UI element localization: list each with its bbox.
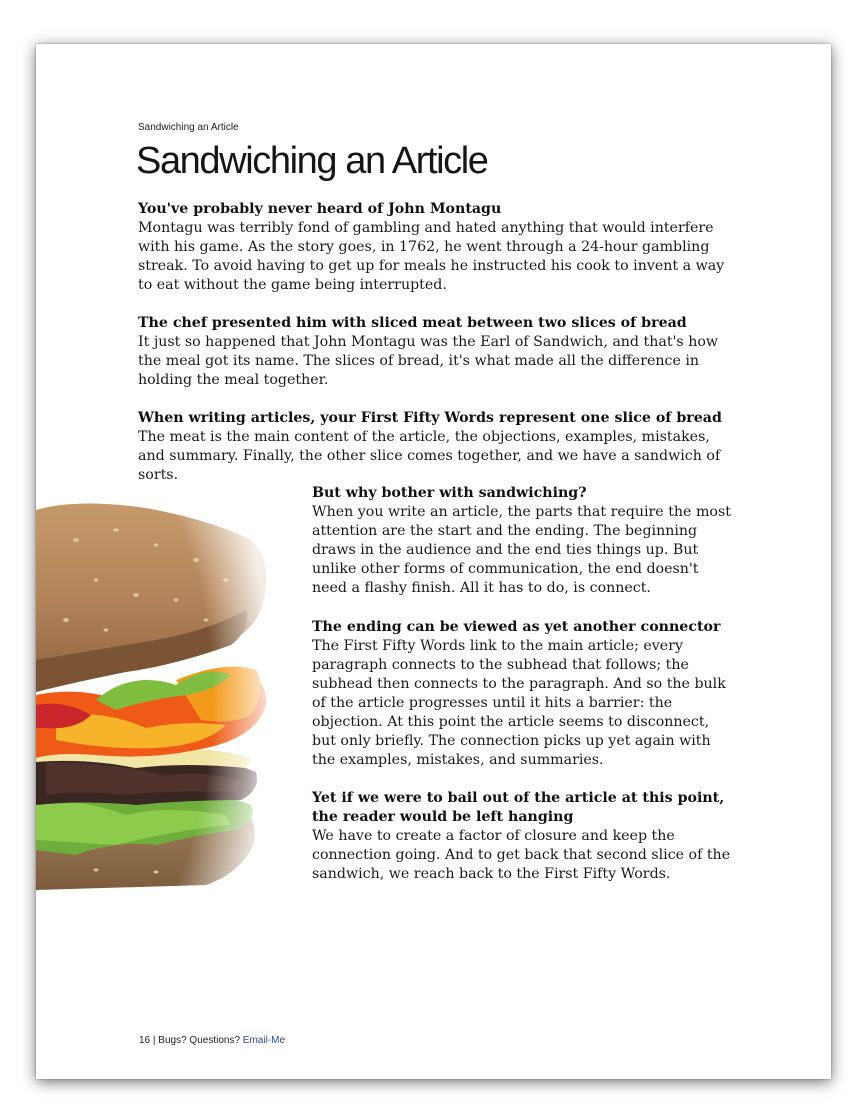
footer-separator: | [152,1035,156,1046]
running-header: Sandwiching an Article [138,122,239,133]
page-number: 16 [139,1035,151,1046]
section-first-fifty-words [138,409,728,485]
section-heading: But why bother with sandwiching? [312,485,587,501]
section-heading: You've probably never heard of John Montagu [138,201,502,217]
page-footer [139,1035,285,1046]
section-why-sandwiching [312,484,732,598]
section-paragraph: Montagu was terribly fond of gambling and hated anything that would interfere with his game. As the story goes, in 1762, he went through a 24-hour gambling streak. To avoid having to get up for meals he instructed his cook to invent a way to eat without the game being interrupted. [138,220,725,293]
section-chef [138,314,728,390]
section-paragraph: We have to create a factor of closure and keep the connection going. And to get back that second slice of the sandwich, we reach back to the First Fifty Words. [312,828,731,882]
footer-text: Bugs? Questions? [158,1035,241,1046]
section-paragraph: It just so happened that John Montagu was the Earl of Sandwich, and that's how the meal got its name. The slices of bread, it's what made all the difference in holding the meal together. [138,334,719,388]
page-title: Sandwiching an Article [136,140,488,182]
section-ending-connector [312,618,732,770]
email-me-link[interactable]: Email-Me [242,1035,286,1046]
sandwich-illustration [36,500,271,900]
section-john-montagu [138,200,728,295]
section-bail-out [312,789,732,884]
section-heading: Yet if we were to bail out of the article at this point, the reader would be left hanging [312,790,725,825]
section-paragraph: The First Fifty Words link to the main article; every paragraph connects to the subhead that follows; the subhead then connects to the paragraph. And so the bulk of the article progresses until it hits a barrier: the objection. At this point the article seems to disconnect, but only briefly. The connection picks up yet again with the examples, mistakes, and summaries. [312,638,726,768]
section-paragraph: The meat is the main content of the article, the objections, examples, mistakes, and summary. Finally, the other slice comes together, and we have a sandwich of sorts. [138,429,721,483]
section-paragraph: When you write an article, the parts that require the most attention are the start and the ending. The beginning draws in the audience and the end ties things up. But unlike other forms of communication, the end doesn't need a flashy finish. All it has to do, is connect. [312,504,731,596]
section-heading: When writing articles, your First Fifty Words represent one slice of bread [138,410,722,426]
section-heading: The ending can be viewed as yet another connector [312,619,721,635]
section-heading: The chef presented him with sliced meat between two slices of bread [138,315,687,331]
document-page [36,44,831,1079]
